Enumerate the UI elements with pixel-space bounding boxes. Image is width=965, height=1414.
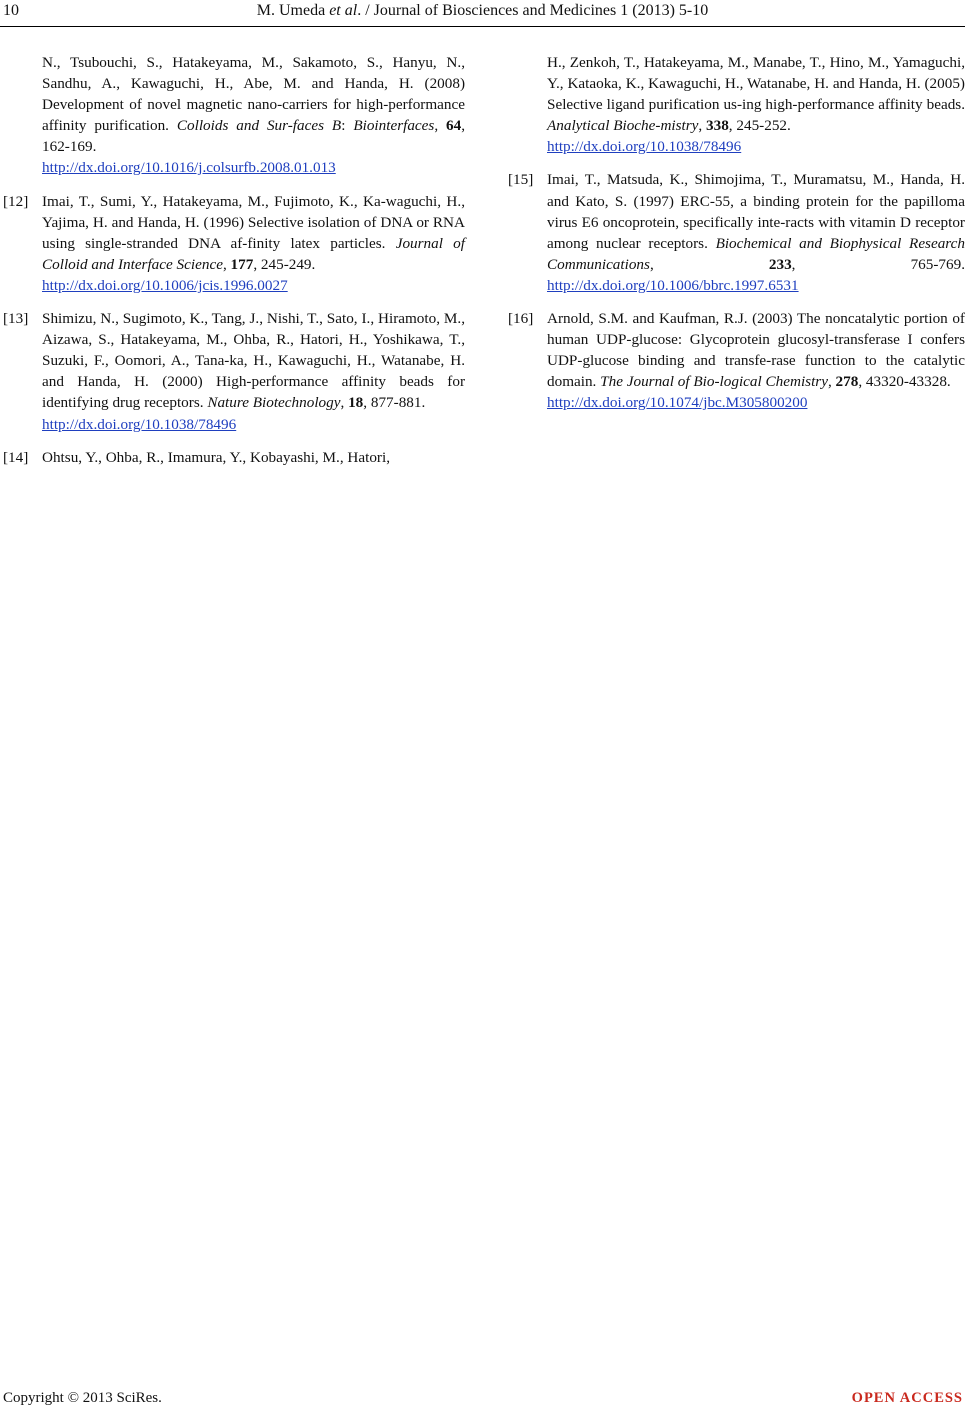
doi-link[interactable]: http://dx.doi.org/10.1074/jbc.M305800200: [547, 394, 808, 412]
doi-link[interactable]: http://dx.doi.org/10.1016/j.colsurfb.2008.01.013: [42, 159, 336, 177]
header-rule: [0, 26, 965, 27]
reference-number: [14]: [3, 448, 29, 466]
reference-12: [12] Imai, T., Sumi, Y., Hatakeyama, M., Fujimoto, K., Ka-waguchi, H., Yajima, H. and Handa, H. (1996) Selective isolation of DNA or RNA using single-stranded DNA af-finity latex particles. Journal of Colloid and Interface Science, 177, 245-249. http://dx.doi.org/10.1006/jcis.1996.0027: [3, 192, 465, 294]
running-title: M. Umeda et al. / Journal of Biosciences and Medicines 1 (2013) 5-10: [256, 2, 709, 19]
doi-link[interactable]: http://dx.doi.org/10.1006/bbrc.1997.6531: [547, 276, 799, 294]
reference-number: [12]: [3, 192, 29, 210]
reference-16: [16] Arnold, S.M. and Kaufman, R.J. (2003) The noncatalytic portion of human UDP-glucose: Glycoprotein glucosyl-transferase I confers UDP-glucose binding and transfe-rase function to the catalytic domain. The Journal of Bio-logical Chemistry, 278, 43320-43328. http://dx.doi.org/10.1074/jbc.M305800200: [508, 310, 965, 412]
reference-11-continued: N., Tsubouchi, S., Hatakeyama, M., Sakamoto, S., Hanyu, N., Sandhu, A., Kawaguchi, H., Abe, M. and Handa, H. (2008) Development of novel magnetic nano-carriers for high-performance affinity purification. Colloids and Sur-faces B: Biointerfaces, 64, 162-169. http://dx.doi.org/10.1016/j.colsurfb.2008.01.013: [42, 54, 465, 177]
reference-15: [15] Imai, T., Matsuda, K., Shimojima, T., Muramatsu, M., Handa, H. and Kato, S. (1997) ERC-55, a binding protein for the papilloma virus E6 oncoprotein, specifically inte-racts with vitamin D receptor among nuclear receptors. Biochemical and Biophysical Research Communications, 233, 765-769. http://dx.doi.org/10.1006/bbrc.1997.6531: [508, 171, 965, 294]
doi-link[interactable]: http://dx.doi.org/10.1006/jcis.1996.0027: [42, 276, 288, 294]
reference-14: [14] Ohtsu, Y., Ohba, R., Imamura, Y., Kobayashi, M., Hatori,: [0, 447, 465, 468]
reference-13: [13] Shimizu, N., Sugimoto, K., Tang, J., Nishi, T., Sato, I., Hiramoto, M., Aizawa, S., Hatakeyama, M., Ohba, R., Hatori, H., Yoshikawa, T., Suzuki, F., Oomori, A., Tana-ka, H., Kawaguchi, H., Watanabe, H. and Handa, H. (2000) High-performance affinity beads for identifying drug receptors. Nature Biotechnology, 18, 877-881. http://dx.doi.org/10.1038/78496: [3, 310, 465, 433]
right-column: [505, 52, 965, 426]
copyright-text: Copyright © 2013 SciRes.: [3, 1390, 162, 1406]
page-number: 10: [3, 2, 19, 19]
reference-number: [15]: [508, 171, 534, 189]
page-header: [0, 0, 965, 34]
reference-number: [16]: [508, 310, 534, 328]
reference-number: [13]: [3, 310, 29, 328]
page-footer: [0, 1390, 965, 1414]
left-column: [0, 52, 465, 480]
doi-link[interactable]: http://dx.doi.org/10.1038/78496: [547, 138, 742, 156]
open-access-badge: OPEN ACCESS: [851, 1390, 963, 1406]
reference-14-continued: H., Zenkoh, T., Hatakeyama, M., Manabe, T., Hino, M., Yamaguchi, Y., Kataoka, K., Kawaguchi, H., Watanabe, H. and Handa, H. (2005) Selective ligand purification us-ing high-performance affinity beads. Analytical Bioche-mistry, 338, 245-252. http://dx.doi.org/10.1038/78496: [547, 54, 965, 156]
doi-link[interactable]: http://dx.doi.org/10.1038/78496: [42, 415, 237, 433]
